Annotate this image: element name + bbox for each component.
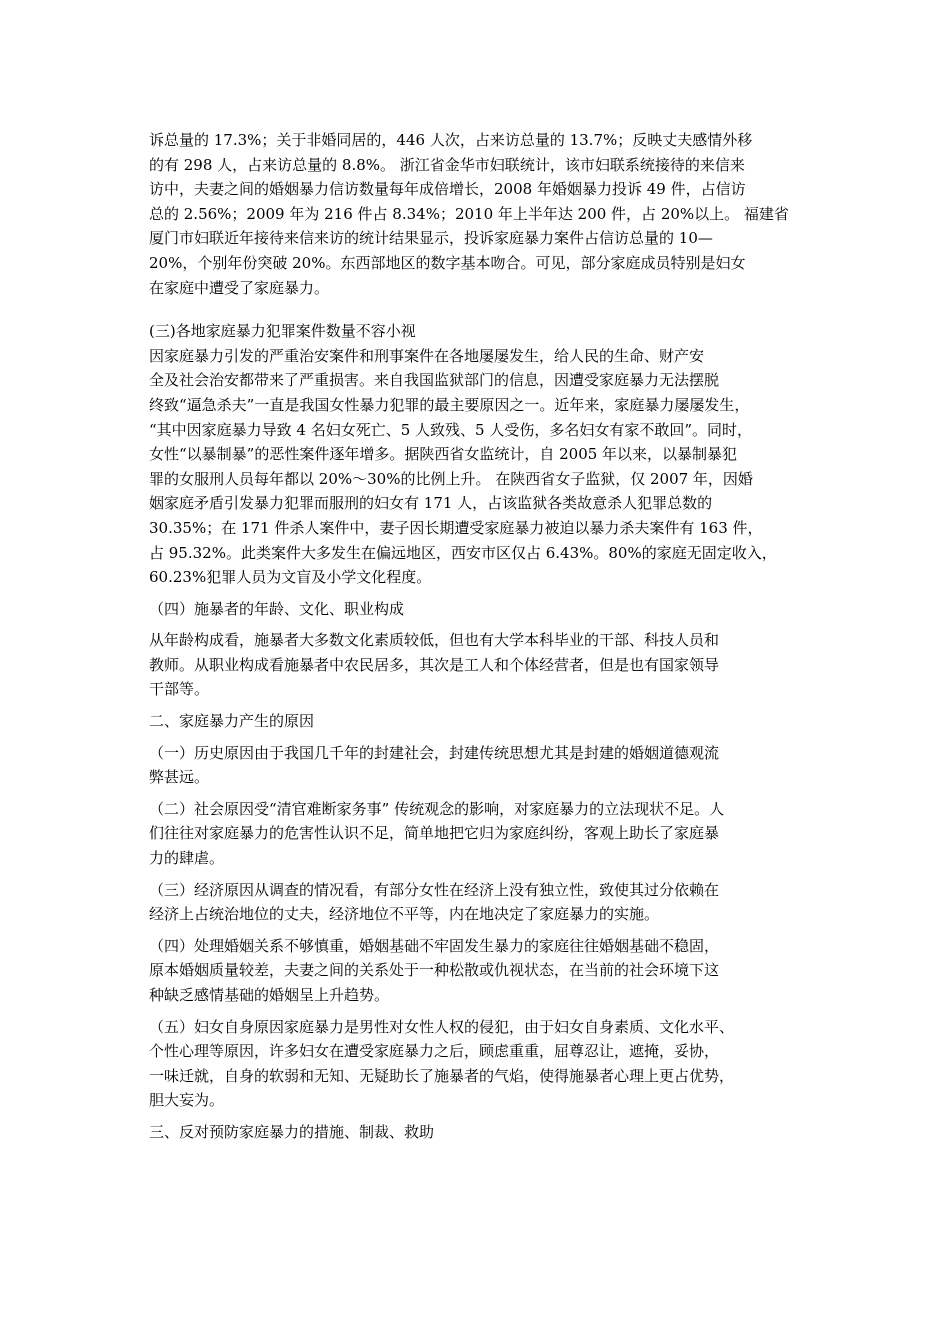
paragraph-women-cause [149,1015,809,1113]
text-line: 干部等。 [149,680,210,699]
paragraph-gap [149,702,809,709]
paragraph-gap [149,871,809,878]
text-line: 全及社会治安都带来了严重损害。来自我国监狱部门的信息，因遭受家庭暴力无法摆脱 [149,371,720,390]
text-line: 一味迁就，自身的软弱和无知、无疑助长了施暴者的气焰，使得施暴者心理上更占优势， [149,1066,735,1085]
text-line: （四）处理婚姻关系不够慎重，婚姻基础不牢固发生暴力的家庭往往婚姻基础不稳固， [149,936,720,955]
text-line: （二）社会原因受“清官难断家务事” 传统观念的影响，对家庭暴力的立法现状不足。人 [149,799,725,818]
text-line: 厦门市妇联近年接待来信来访的统计结果显示，投诉家庭暴力案件占信访总量的 10— [149,229,713,248]
section-heading-abuser-profile [149,597,809,622]
text-line: 30.35%；在 171 件杀人案件中，妻子因长期遭受家庭暴力被迫以暴力杀夫案件有 163 件， [149,518,763,537]
paragraph-marriage-cause [149,934,809,1008]
section-heading-measures [149,1120,809,1145]
text-line: 罪的女服刑人员每年都以 20%～30%的比例上升。 在陕西省女子监狱，仅 2007 年，因婚 [149,469,753,488]
paragraph-gap [149,300,809,319]
section-heading: （四）施暴者的年龄、文化、职业构成 [149,599,405,618]
text-line: 经济上占统治地位的丈夫，经济地位不平等，内在地决定了家庭暴力的实施。 [149,905,660,924]
paragraph-gap [149,621,809,628]
section-heading: 二、家庭暴力产生的原因 [149,712,315,731]
paragraph-social-cause [149,797,809,871]
section-heading: (三)各地家庭暴力犯罪案件数量不容小视 [149,322,416,341]
section-heading: 三、反对预防家庭暴力的措施、制裁、救助 [149,1122,435,1141]
paragraph-gap [149,1113,809,1120]
text-line: 在家庭中遭受了家庭暴力。 [149,278,330,297]
paragraph-gap [149,927,809,934]
text-line: 种缺乏感情基础的婚姻呈上升趋势。 [149,986,390,1004]
text-line: （三）经济原因从调查的情况看，有部分女性在经济上没有独立性，致使其过分依赖在 [149,880,720,899]
text-line: 姻家庭矛盾引发暴力犯罪而服刑的妇女有 171 人，占该监狱各类故意杀人犯罪总数的 [149,494,713,513]
paragraph-complaint-statistics [149,128,809,300]
text-line: 原本婚姻质量较差，夫妻之间的关系处于一种松散或仇视状态，在当前的社会环境下这 [149,961,720,980]
text-line: 60.23%犯罪人员为文盲及小学文化程度。 [149,568,432,587]
text-line: 们往往对家庭暴力的危害性认识不足，简单地把它归为家庭纠纷，客观上助长了家庭暴 [149,824,720,843]
text-line: 总的 2.56%；2009 年为 216 件占 8.34%；2010 年上半年达 200 件，占 20%以上。 福建省 [149,204,789,223]
text-line: 诉总量的 17.3%；关于非婚同居的，446 人次，占来访总量的 13.7%；反映丈夫感情外移 [149,131,753,149]
paragraph-gap [149,590,809,597]
text-line: 胆大妄为。 [149,1091,225,1110]
paragraph-gap [149,1008,809,1015]
text-line: 访中，夫妻之间的婚姻暴力信访数量每年成倍增长，2008 年婚姻暴力投诉 49 件，占信访 [149,180,746,199]
document-page [149,128,809,1145]
paragraph-historical-cause [149,741,809,790]
text-line: 因家庭暴力引发的严重治安案件和刑事案件在各地屡屡发生，给人民的生命、财产安 [149,346,705,365]
text-line: 力的肆虐。 [149,849,225,868]
text-line: （一）历史原因由于我国几千年的封建社会，封建传统思想尤其是封建的婚姻道德观流 [149,743,720,762]
section-heading-causes [149,709,809,734]
text-line: 弊甚远。 [149,768,210,787]
text-line: 个性心理等原因，许多妇女在遭受家庭暴力之后，顾虑重重，屈尊忍让，遮掩，妥协， [149,1042,720,1061]
paragraph-gap [149,790,809,797]
text-line: 20%，个别年份突破 20%。东西部地区的数字基本吻合。可见，部分家庭成员特别是妇女 [149,253,746,272]
paragraph-gap [149,734,809,741]
text-line: 女性“以暴制暴”的恶性案件逐年增多。据陕西省女监统计，自 2005 年以来，以暴制暴犯 [149,445,738,464]
text-line: 教师。从职业构成看施暴者中农民居多，其次是工人和个体经营者，但是也有国家领导 [149,655,720,674]
text-line: （五）妇女自身原因家庭暴力是男性对女性人权的侵犯，由于妇女自身素质、文化水平、 [149,1017,735,1036]
paragraph-crime-cases [149,319,809,590]
text-line: “其中因家庭暴力导致 4 名妇女死亡、5 人致残、5 人受伤，多名妇女有家不敢回”。同时， [149,420,753,439]
text-line: 占 95.32%。此类案件大多发生在偏远地区，西安市区仅占 6.43%。80%的家庭无固定收入， [149,543,777,562]
paragraph-economic-cause [149,878,809,927]
text-line: 终致“逼急杀夫”一直是我国女性暴力犯罪的最主要原因之一。近年来，家庭暴力屡屡发生， [149,395,750,414]
text-line: 从年龄构成看，施暴者大多数文化素质较低，但也有大学本科毕业的干部、科技人员和 [149,631,720,650]
text-line: 的有 298 人，占来访总量的 8.8%。 浙江省金华市妇联统计，该市妇联系统接待的来信来 [149,155,745,174]
paragraph-abuser-profile [149,628,809,702]
